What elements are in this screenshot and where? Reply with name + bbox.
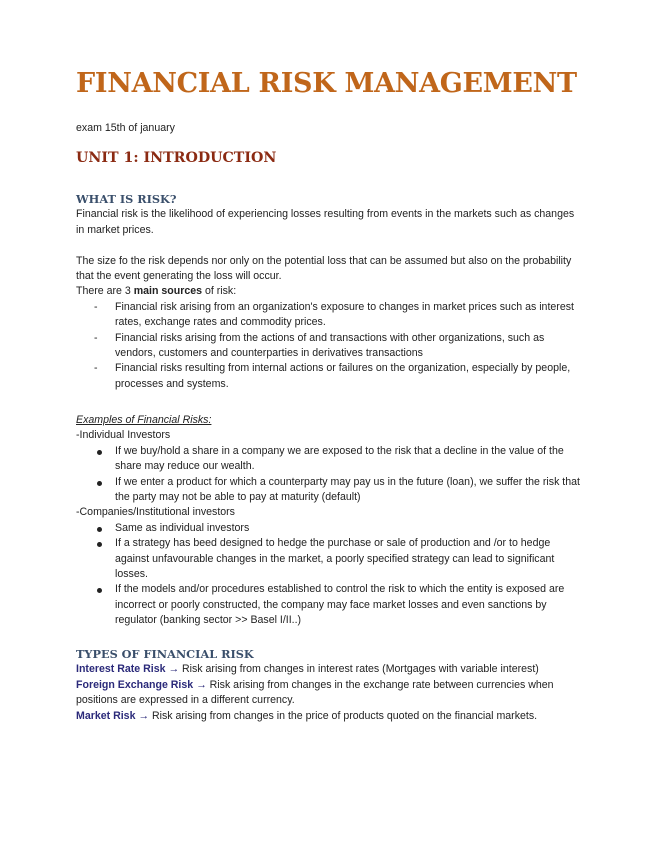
what-is-risk-heading: WHAT IS RISK? <box>76 192 177 206</box>
list-item: - Financial risk arising from an organization's exposure to changes in market prices such as interest rates, exchange rates and commodity prices. <box>76 300 581 331</box>
risk-sources-list <box>76 300 581 392</box>
unit-heading: UNIT 1: INTRODUCTION <box>76 150 277 166</box>
risk-definition: Financial risk is the likelihood of experiencing losses resulting from events in the markets such as changes in market prices. <box>76 208 575 236</box>
risk-type-name: Foreign Exchange Risk <box>76 678 194 691</box>
individual-investors-list <box>76 444 581 506</box>
what-is-risk-section <box>76 192 581 392</box>
bullet-icon <box>97 527 102 532</box>
companies-label: -Companies/Institutional investors <box>76 506 235 519</box>
risk-type-name: Interest Rate Risk <box>76 663 166 676</box>
exam-date: exam 15th of january <box>76 122 175 134</box>
risk-size-text: The size fo the risk depends nor only on the potential loss that can be assumed but also on the probability that the event generating the loss will occur. <box>76 254 572 283</box>
list-item: If a strategy has beed designed to hedge the purchase or sale of production and /or to hedge against unfavourable changes in the market, a poorly specified strategy can lead to significant losses. <box>76 536 581 582</box>
list-item: If the models and/or procedures established to control the risk to which the entity is exposed are incorrect or poorly constructed, the company may face market losses and even sanctions by regulator (banking sector >> Basel I/II..) <box>76 582 581 628</box>
examples-heading: Examples of Financial Risks: <box>76 414 212 426</box>
bullet-icon <box>97 481 102 486</box>
bullet-icon <box>97 542 102 547</box>
list-item: If we enter a product for which a counterparty may pay us in the future (loan), we suffer the risk that the party may not be able to pay at maturity (default) <box>76 475 581 506</box>
types-heading: TYPES OF FINANCIAL RISK <box>76 647 254 661</box>
bullet-icon <box>97 588 102 593</box>
list-item: - Financial risks arising from the actions of and transactions with other organizations, such as vendors, customers and counterparties in derivatives transactions <box>76 331 581 362</box>
types-section <box>76 647 581 724</box>
arrow-icon: → <box>193 678 210 691</box>
arrow-icon: → <box>135 709 152 722</box>
companies-list <box>76 521 581 629</box>
risk-type-item: Market Risk → Risk arising from changes in the price of products quoted on the financial markets. <box>76 709 538 722</box>
arrow-icon: → <box>165 663 182 676</box>
examples-section <box>76 413 581 629</box>
list-item: - Financial risks resulting from internal actions or failures on the organization, especially by people, processes and systems. <box>76 361 581 392</box>
list-item: Same as individual investors <box>76 521 581 536</box>
individual-investors-label: -Individual Investors <box>76 429 171 442</box>
risk-type-item: Foreign Exchange Risk → Risk arising from changes in the exchange rate between currencies when positions are expressed in a different currency. <box>76 678 554 707</box>
list-item: If we buy/hold a share in a company we are exposed to the risk that a decline in the value of the share may reduce our wealth. <box>76 444 581 475</box>
sources-intro: There are 3 main sources of risk: <box>76 285 237 298</box>
document-title: FINANCIAL RISK MANAGEMENT <box>76 68 577 99</box>
bullet-icon <box>97 450 102 455</box>
risk-type-name: Market Risk <box>76 709 136 722</box>
risk-type-item: Interest Rate Risk → Risk arising from changes in interest rates (Mortgages with variable interest) <box>76 663 539 676</box>
